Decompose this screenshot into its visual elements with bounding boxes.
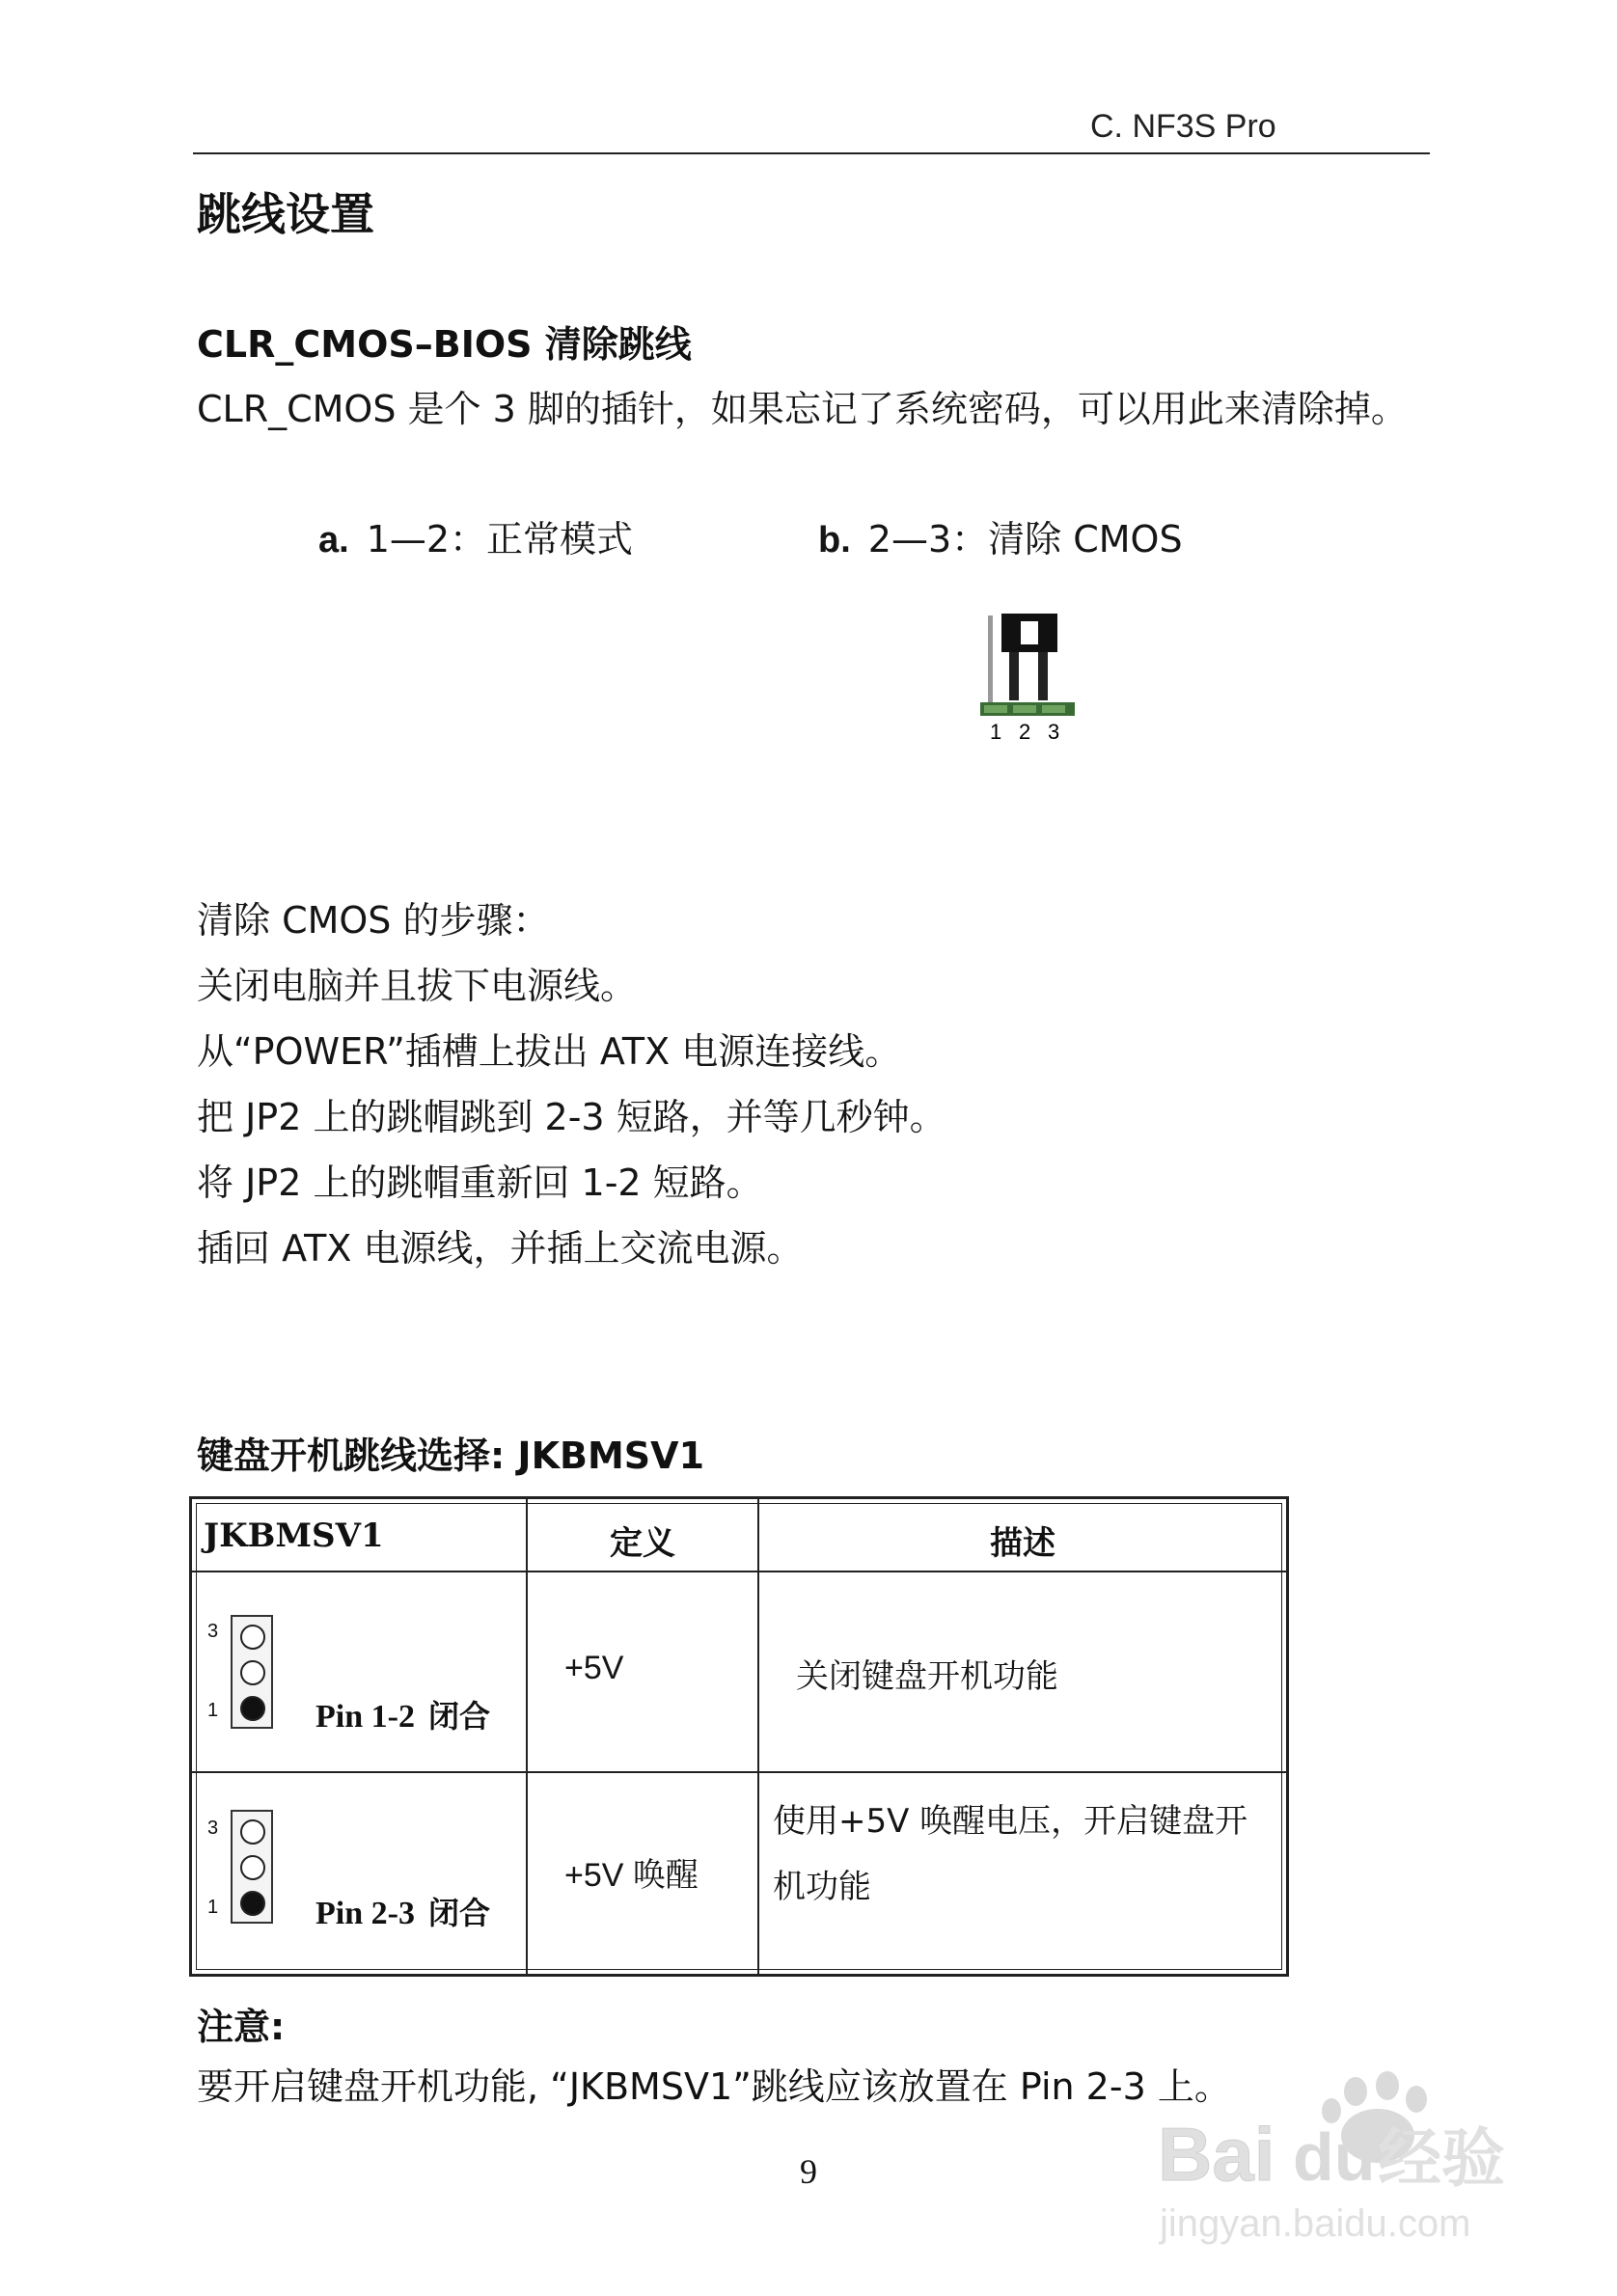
option-a-key: a. <box>318 520 349 560</box>
pin-number-bottom: 1 <box>207 1700 219 1721</box>
jumper-pin-2 <box>1009 652 1019 700</box>
jumper-pin-3 <box>1038 652 1048 700</box>
clr-cmos-description: CLR_CMOS 是个 3 脚的插针，如果忘记了系统密码，可以用此来清除掉。 <box>197 388 1408 430</box>
pin-number-top: 3 <box>207 1621 219 1642</box>
step-item: 将 JP2 上的跳帽重新回 1-2 短路。 <box>197 1162 763 1204</box>
jkbmsv1-heading: 键盘开机跳线选择: JKBMSV1 <box>197 1435 705 1477</box>
watermark-brand-du: du <box>1293 2119 1376 2195</box>
pin-number-top: 3 <box>207 1818 219 1839</box>
jumper-label-1: 1 <box>990 720 1002 743</box>
table-row-1-pin <box>192 1572 526 1771</box>
pin-2-open <box>240 1855 265 1880</box>
step-item: 把 JP2 上的跳帽跳到 2-3 短路，并等几秒钟。 <box>197 1096 946 1138</box>
page-number: 9 <box>800 2152 817 2191</box>
table-row-2-pin <box>192 1773 526 1974</box>
steps-heading: 清除 CMOS 的步骤： <box>197 899 550 942</box>
pin-1-filled <box>240 1891 265 1916</box>
pin-setting-label <box>315 1889 490 1933</box>
document-header-model: C. NF3S Pro <box>1090 108 1276 145</box>
step-item: 从“POWER”插槽上拔出 ATX 电源连接线。 <box>197 1030 902 1073</box>
pin-3-open <box>240 1819 265 1845</box>
option-b-text: 2—3：清除 CMOS <box>867 518 1183 560</box>
column-header-description: 描述 <box>990 1524 1055 1563</box>
pin-setting-state: 闭合 <box>427 1895 490 1931</box>
pin-header-diagram <box>231 1615 273 1729</box>
pin-2-open <box>240 1660 265 1685</box>
pin-number-bottom: 1 <box>207 1897 219 1918</box>
jumper-label-2: 2 <box>1019 720 1031 743</box>
pin-setting-pins: Pin 1-2 <box>315 1699 415 1735</box>
watermark-brand: Bai <box>1158 2112 1275 2197</box>
clear-cmos-steps <box>197 888 1441 1281</box>
option-b-key: b. <box>818 520 851 560</box>
pin-setting-pins: Pin 2-3 <box>315 1896 415 1931</box>
header-divider <box>193 152 1430 154</box>
jkbmsv1-table <box>189 1496 1289 1977</box>
note-heading: 注意: <box>197 2006 286 2048</box>
pin-setting-state: 闭合 <box>427 1698 490 1735</box>
jumper-cap-window <box>1021 621 1038 644</box>
baidu-jingyan-watermark <box>1158 2064 1524 2257</box>
column-header-jkbmsv1: JKBMSV1 <box>204 1517 384 1555</box>
watermark-url: jingyan.baidu.com <box>1160 2202 1471 2245</box>
pin-3-open <box>240 1625 265 1650</box>
option-a-text: 1—2：正常模式 <box>366 518 634 560</box>
clr-cmos-jumper-figure <box>974 606 1081 743</box>
clr-cmos-heading: CLR_CMOS–BIOS 清除跳线 <box>197 323 692 366</box>
table-row-2-definition: +5V 唤醒 <box>564 1857 699 1894</box>
jumper-pin-1 <box>988 615 993 704</box>
note-text: 要开启键盘开机功能, “JKBMSV1”跳线应该放置在 Pin 2-3 上。 <box>197 2065 1231 2108</box>
option-a <box>318 509 633 562</box>
watermark-cn: 经验 <box>1378 2121 1505 2196</box>
jumper-label-3: 3 <box>1048 720 1060 743</box>
table-row-1-description: 关闭键盘开机功能 <box>796 1657 1058 1696</box>
pin-1-filled <box>240 1696 265 1721</box>
step-item: 插回 ATX 电源线，并插上交流电源。 <box>197 1227 804 1270</box>
column-header-definition: 定义 <box>610 1524 675 1563</box>
table-row-1-definition: +5V <box>564 1650 624 1686</box>
step-item: 关闭电脑并且拔下电源线。 <box>197 965 638 1007</box>
pin-header-diagram <box>231 1810 273 1924</box>
option-b <box>818 509 1183 562</box>
table-row-2-description-line1: 使用+5V 唤醒电压，开启键盘开 <box>773 1802 1248 1841</box>
table-row-2-description-line2: 机功能 <box>773 1868 871 1906</box>
pin-setting-label <box>315 1692 490 1736</box>
page-title: 跳线设置 <box>197 188 374 240</box>
